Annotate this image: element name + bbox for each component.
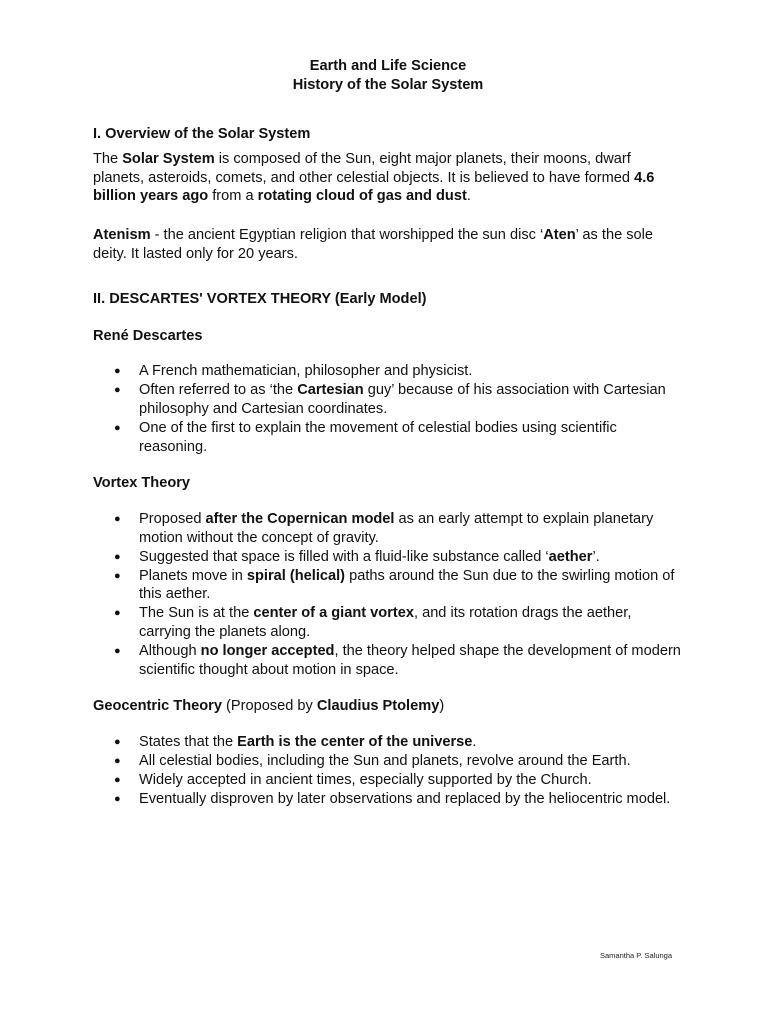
list-item: ● All celestial bodies, including the Sun and planets, revolve around the Earth.: [114, 752, 631, 769]
list-item: ● States that the Earth is the center of the universe.: [114, 734, 477, 751]
list-item: ● Often referred to as ‘the Cartesian guy’ because of his association with Cartesian philosophy and Cartesian coordinates.: [114, 382, 666, 417]
document-title: Earth and Life Science: [309, 58, 467, 74]
bullet-icon: ●: [114, 754, 121, 767]
list-item: ● Widely accepted in ancient times, especially supported by the Church.: [114, 771, 592, 788]
subheading-geocentric-theory: Geocentric Theory (Proposed by Claudius Ptolemy): [93, 698, 445, 715]
bullet-icon: ●: [114, 644, 121, 657]
bullet-icon: ●: [114, 569, 121, 582]
list-item: ● Proposed after the Copernican model as an early attempt to explain planetary motion without the concept of gravity.: [114, 511, 654, 546]
document-page: [93, 57, 683, 808]
bullet-icon: ●: [114, 365, 121, 378]
subheading-vortex-theory: Vortex Theory: [93, 475, 191, 492]
bullet-icon: ●: [114, 513, 121, 526]
list-item: ● Suggested that space is filled with a fluid-like substance called ‘aether’.: [114, 548, 600, 565]
list-item: ● One of the first to explain the movement of celestial bodies using scientific reasoning.: [114, 419, 617, 455]
bullet-icon: ●: [114, 550, 121, 563]
section-heading-descartes: II. DESCARTES' VORTEX THEORY (Early Model): [93, 290, 427, 307]
bullet-icon: ●: [114, 792, 121, 805]
bullet-icon: ●: [114, 384, 121, 397]
subheading-rene-descartes: René Descartes: [93, 327, 203, 344]
descartes-bullet-list: [93, 362, 683, 456]
vortex-bullet-list: [93, 510, 683, 679]
list-item: ● Although no longer accepted, the theory helped shape the development of modern scientific thought about motion in space.: [114, 642, 681, 678]
list-item: ● Planets move in spiral (helical) paths around the Sun due to the swirling motion of this aether.: [114, 567, 675, 603]
document-header: [93, 57, 683, 95]
bullet-icon: ●: [114, 421, 121, 434]
bullet-icon: ●: [114, 607, 121, 620]
list-item: ● The Sun is at the center of a giant vortex, and its rotation drags the aether, carrying the planets along.: [114, 605, 632, 640]
document-subtitle: History of the Solar System: [292, 77, 484, 93]
geocentric-bullet-list: [93, 733, 683, 808]
list-item: ● A French mathematician, philosopher and physicist.: [114, 363, 473, 380]
overview-paragraph: The Solar System is composed of the Sun, eight major planets, their moons, dwarf planets, asteroids, comets, and other celestial objects. It is believed to have formed 4.6 billion years ago from a rotating cloud of gas and dust.: [93, 150, 655, 205]
list-item: ● Eventually disproven by later observations and replaced by the heliocentric model.: [114, 790, 671, 807]
bullet-icon: ●: [114, 773, 121, 786]
section-heading-overview: I. Overview of the Solar System: [93, 126, 311, 142]
footer-author: Samantha P. Salunga: [600, 951, 673, 960]
bullet-icon: ●: [114, 736, 121, 749]
atenism-paragraph: Atenism - the ancient Egyptian religion that worshipped the sun disc ‘Aten’ as the sole deity. It lasted only for 20 years.: [93, 227, 654, 262]
